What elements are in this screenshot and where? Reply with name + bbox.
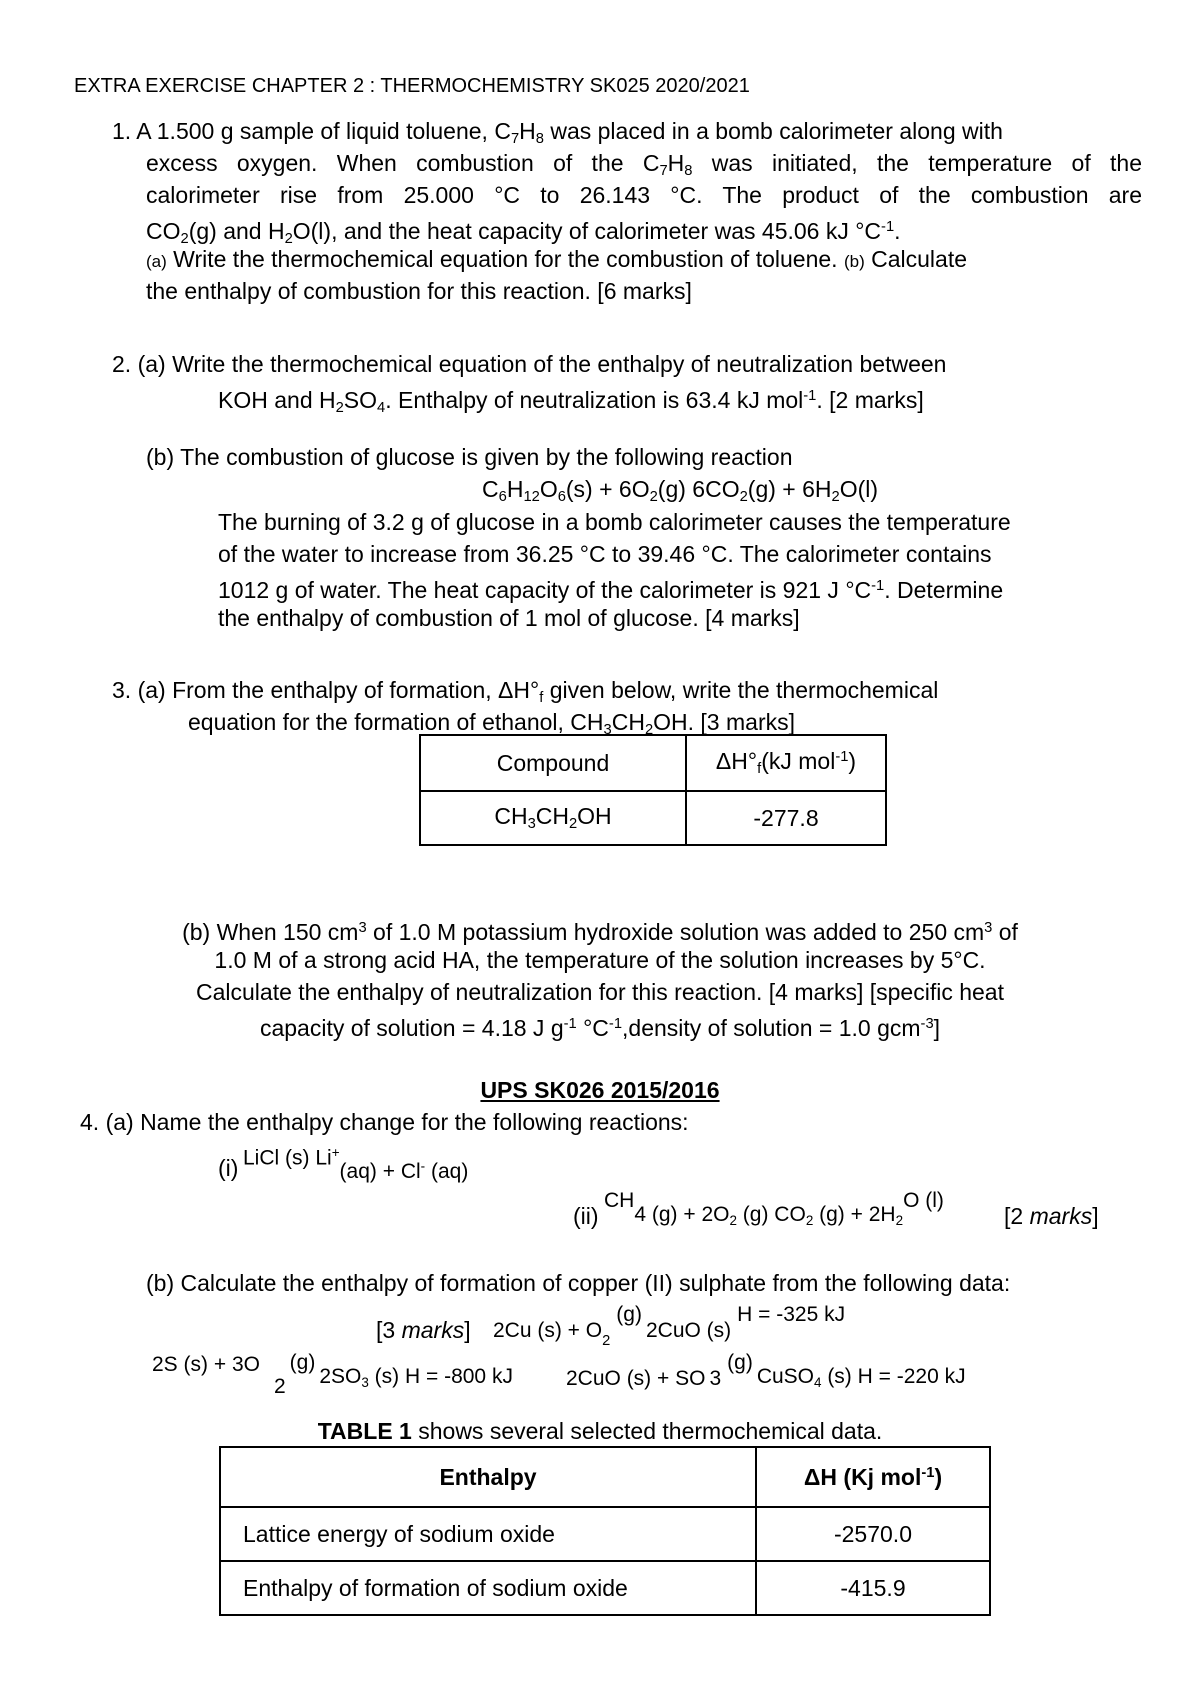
table-row (220, 1561, 990, 1615)
table-cell-compound: $CH_3CH_2OH$ (420, 791, 686, 845)
table-cell-value: -415.9 (756, 1561, 990, 1615)
q4b-marks: [3 marks] (376, 1317, 471, 1343)
thermochemical-data-table (219, 1446, 991, 1616)
table-caption: TABLE 1 shows several selected thermochemical data. (317, 1418, 883, 1444)
q3a-line-2: equation for the formation of ethanol, $CH_3CH_2OH$. [3 marks] (188, 709, 795, 739)
page-title: EXTRA EXERCISE CHAPTER 2 : THERMOCHEMISTRY SK025 2020/2021 (74, 75, 750, 97)
q3b-line-4: capacity of solution = 4.18 J $g^{-1}$ $^\circ C^{-1},density$ of solution = 1.0 gcm$^{-3}$] (259, 1015, 941, 1042)
reaction-ii-marks: [2 marks] (1004, 1203, 1099, 1229)
table-header-row (220, 1447, 990, 1507)
q2b-line-2: The burning of 3.2 g of glucose in a bomb calorimeter causes the temperature (218, 509, 1011, 535)
table-cell-value: -2570.0 (756, 1507, 990, 1561)
table-cell-value: -277.8 (686, 791, 886, 845)
q3b-line-1: (b) When 150 $cm^3$ of 1.0 M potassium hydroxide solution was added to 250 $cm^3$ of (182, 919, 1018, 946)
q2b-line-4: 1012 g of water. The heat capacity of the calorimeter is 921 J $^\circ C^{-1}$. Determine (218, 577, 1004, 604)
q1-line-3: calorimeter rise from 25.000 °C to 26.143 °C. The product of the combustion are (146, 182, 1142, 208)
section-heading: UPS SK026 2015/2016 (480, 1077, 720, 1103)
q1-line-5: (a) Write the thermochemical equation for the combustion of toluene. (b) Calculate (146, 246, 968, 272)
q1-line-4: $CO_2(g)$ and $H_2O(l)$, and the heat capacity of calorimeter was 45.06 kJ $^\circ C^{-1}$. (146, 218, 901, 248)
table-cell-name: Enthalpy of formation of sodium oxide (220, 1561, 756, 1615)
reaction-ii-label: (ii) (573, 1203, 599, 1229)
reaction-i-label: (i) (218, 1155, 239, 1181)
q2a-line-2: KOH and $H_2SO_4$. Enthalpy of neutralization is 63.4 kJ mol$^{-1}$. [2 marks] (218, 387, 924, 417)
q3b-line-3: Calculate the enthalpy of neutralization for this reaction. [4 marks] [specific heat (196, 979, 1004, 1005)
q1-line-6: the enthalpy of combustion for this reaction. [6 marks] (146, 278, 692, 304)
ethanol-enthalpy-table (419, 734, 887, 846)
table-header-enthalpy: Enthalpy (220, 1447, 756, 1507)
table-row (420, 791, 886, 845)
table-header-enthalpy: $\Delta H^\circ_f(kJ$ mol$^{-1}$) (686, 735, 886, 791)
table-row (220, 1507, 990, 1561)
q1-line-1: 1. A 1.500 g sample of liquid toluene, $C_7H_8$ was placed in a bomb calorimeter along with (112, 118, 1003, 148)
reaction-2: 2S $(s) + 3O2(g)2SO_3$ (s) H = -800 kJ (152, 1351, 513, 1398)
reaction-3: 2CuO (s) + SO 3(g)CuSO$_4$ (s) H = -220 kJ (566, 1351, 966, 1390)
q2b-line-5: the enthalpy of combustion of 1 mol of glucose. [4 marks] (218, 605, 800, 631)
reaction-ii-equation: CH4 $(g) + 2O_2$ (g) $CO_2$ $(g) + 2H_2O$ (l) (604, 1189, 944, 1228)
q2b-line-3: of the water to increase from 36.25 °C to 39.46 °C. The calorimeter contains (218, 541, 992, 567)
q3b-line-2: 1.0 M of a strong acid HA, the temperature of the solution increases by 5°C. (214, 947, 986, 973)
reaction-1: 2Cu $(s) + O_2(g)2CuO$ (s)H = -325 kJ (493, 1303, 846, 1349)
q2a-line-1: 2. (a) Write the thermochemical equation of the enthalpy of neutralization between (112, 351, 947, 377)
table-cell-name: Lattice energy of sodium oxide (220, 1507, 756, 1561)
table-header-compound: Compound (420, 735, 686, 791)
reaction-i-equation: LiCl (s) Li+(aq) + Cl- (aq) (243, 1145, 469, 1184)
q4a-line: 4. (a) Name the enthalpy change for the following reactions: (80, 1109, 689, 1135)
q2b-line-1: (b) The combustion of glucose is given by the following reaction (146, 444, 793, 470)
table-header-value: ΔH (Kj mol$^{-1}$) (756, 1447, 990, 1507)
q3a-line-1: 3. (a) From the enthalpy of formation, $\Delta H^\circ_f$ given below, write the thermochemical (112, 677, 939, 707)
glucose-equation: $C_6H_{12}O_6(s) + 6O_2(g) 6CO_2(g) + 6H_2O(l)$ (482, 476, 879, 506)
table-header-row (420, 735, 886, 791)
q4b-line: (b) Calculate the enthalpy of formation of copper (II) sulphate from the following data: (146, 1270, 1011, 1296)
q1-line-2: excess oxygen. When combustion of the $C_7H_8$ was initiated, the temperature of the (146, 150, 1142, 180)
